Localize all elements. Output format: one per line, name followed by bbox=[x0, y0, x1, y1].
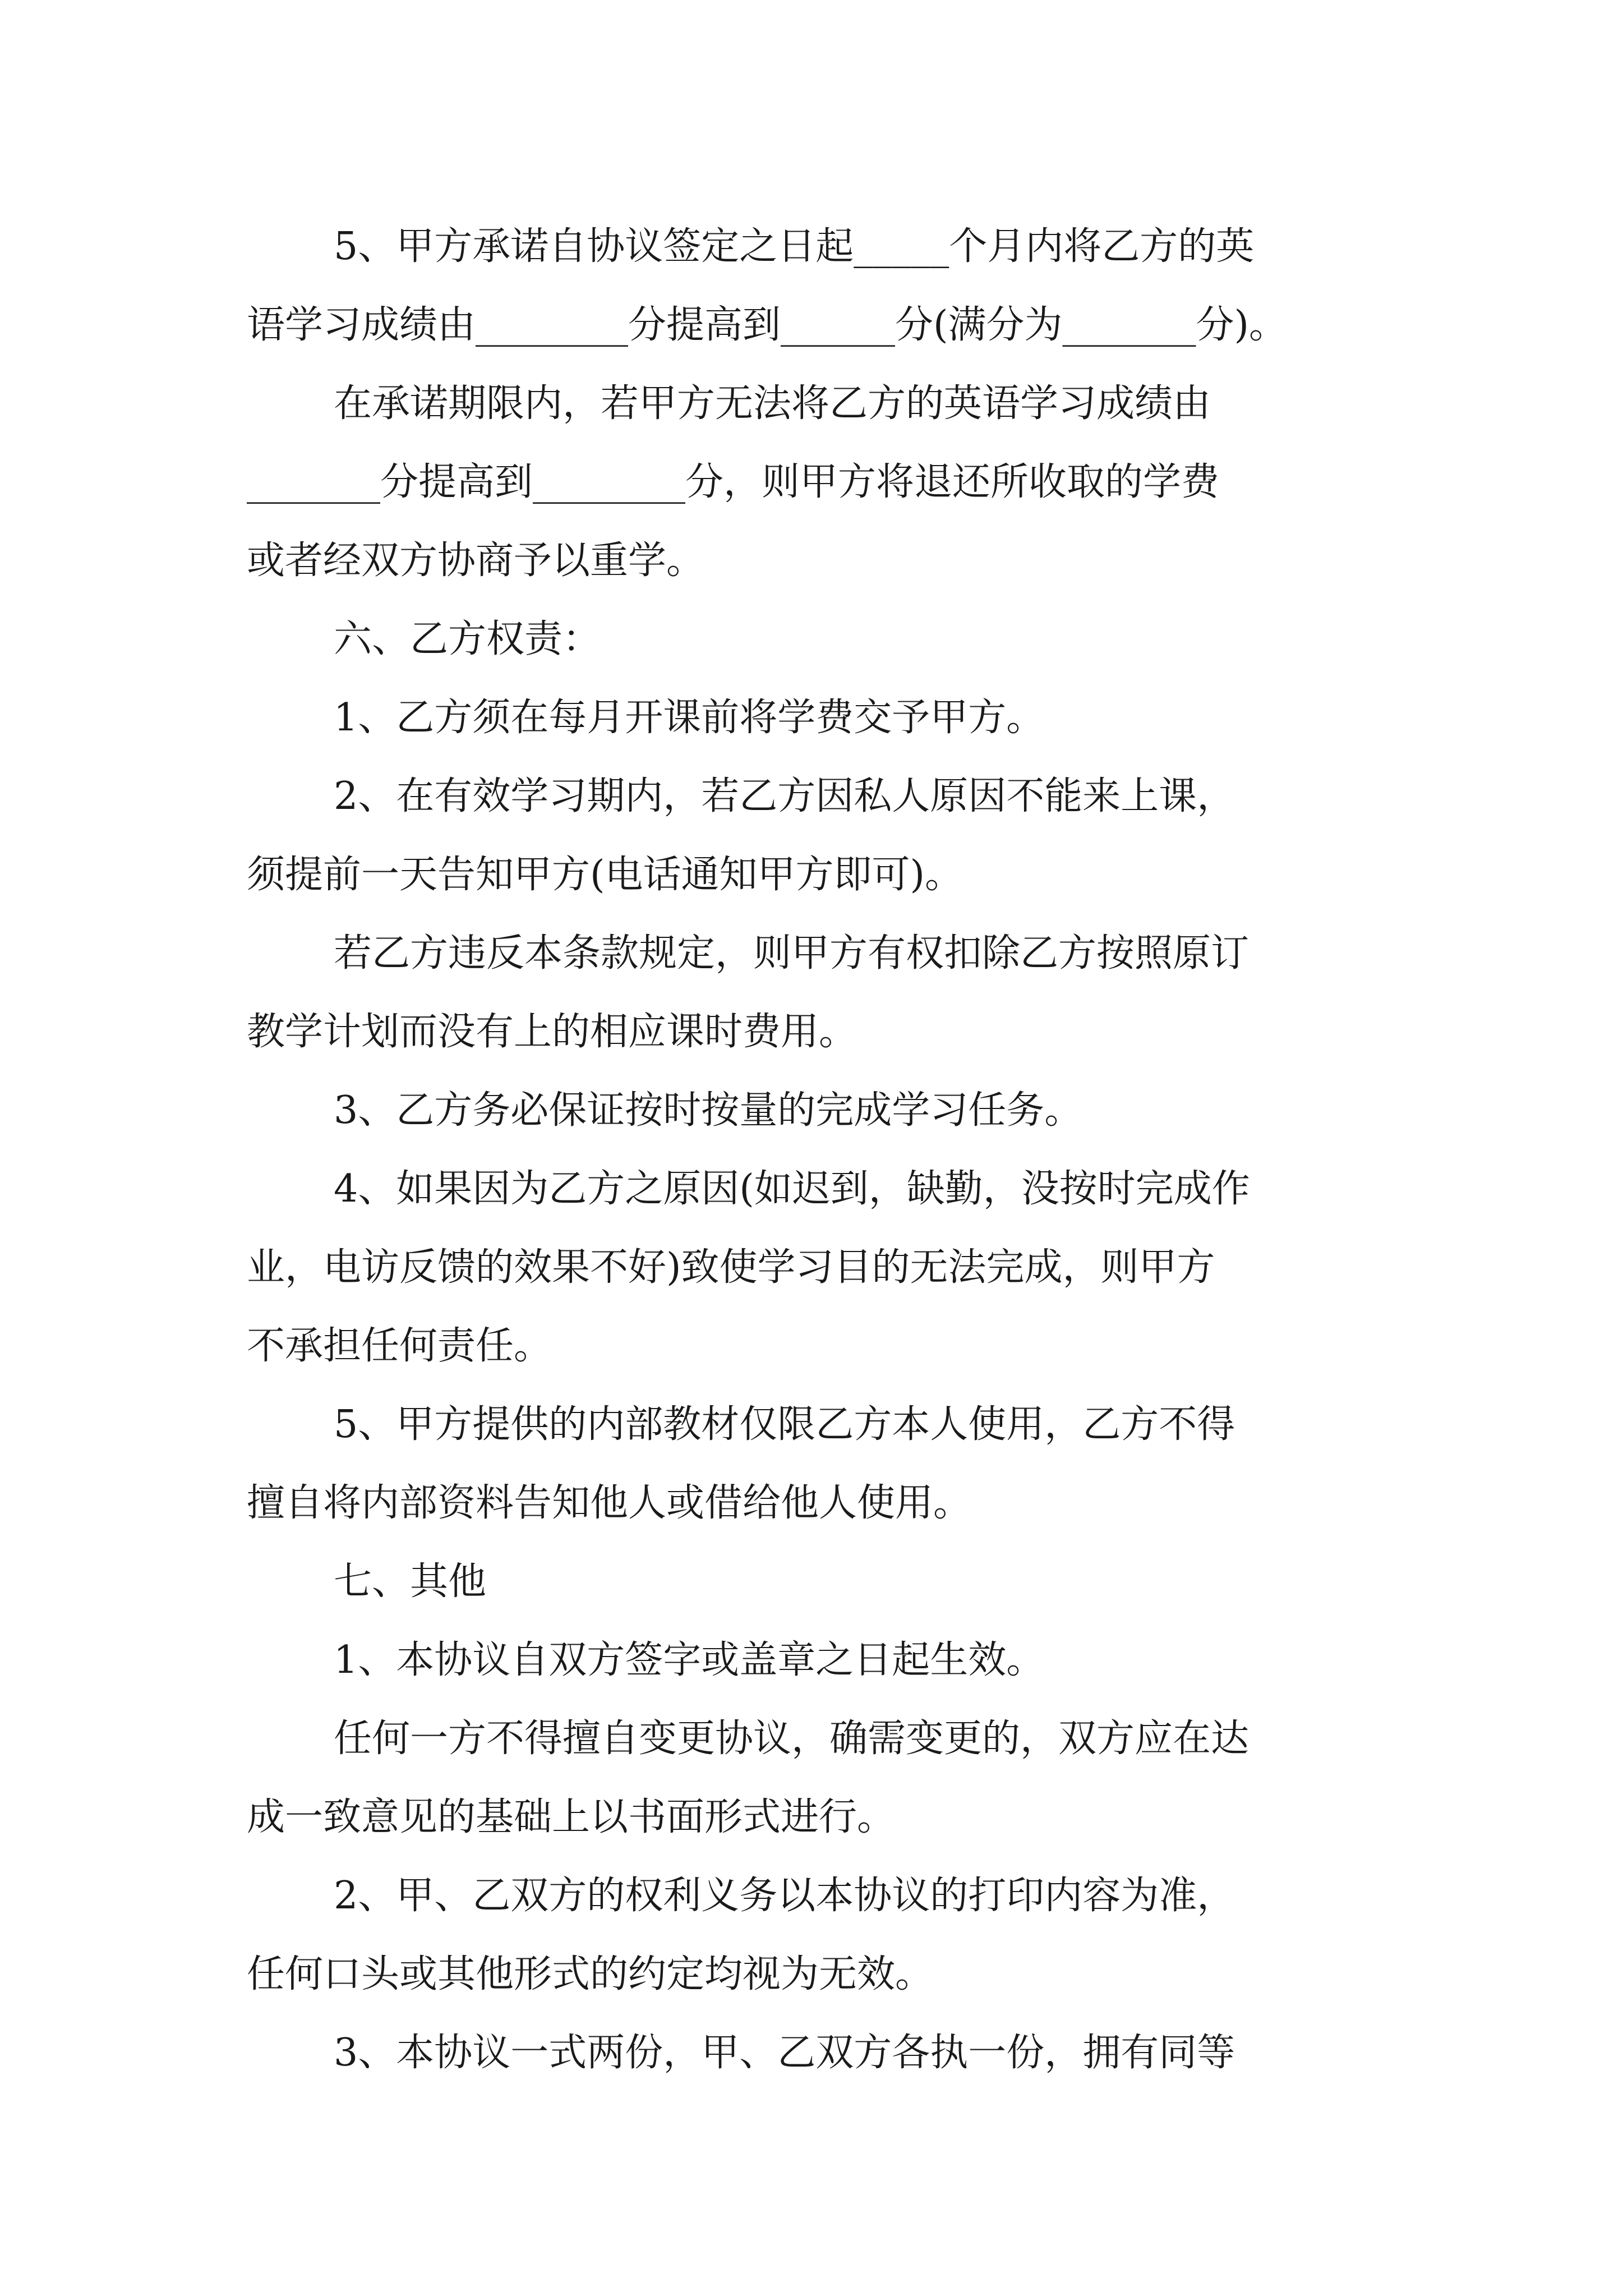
text-line: 语学习成绩由________分提高到______分(满分为_______分)。 bbox=[247, 303, 1288, 347]
text-line: 须提前一天告知甲方(电话通知甲方即可)。 bbox=[247, 853, 963, 897]
text-line: 教学计划而没有上的相应课时费用。 bbox=[247, 1010, 857, 1054]
text-line: 任何口头或其他形式的约定均视为无效。 bbox=[247, 1952, 934, 1996]
text-line: 2、在有效学习期内，若乙方因私人原因不能来上课， bbox=[334, 774, 1235, 818]
text-line: 1、本协议自双方签字或盖章之日起生效。 bbox=[334, 1638, 1045, 1682]
text-line: 或者经双方协商予以重学。 bbox=[247, 539, 705, 583]
section-heading: 七、其他 bbox=[334, 1559, 487, 1604]
text-line: 2、甲、乙双方的权利义务以本协议的打印内容为准， bbox=[334, 1874, 1235, 1918]
text-line: 5、甲方承诺自协议签定之日起_____个月内将乙方的英 bbox=[334, 224, 1255, 269]
text-line: _______分提高到________分，则甲方将退还所收取的学费 bbox=[247, 460, 1220, 504]
text-line: 不承担任何责任。 bbox=[247, 1324, 552, 1368]
text-line: 若乙方违反本条款规定，则甲方有权扣除乙方按照原订 bbox=[334, 931, 1249, 976]
text-line: 3、乙方务必保证按时按量的完成学习任务。 bbox=[334, 1088, 1083, 1133]
text-line: 5、甲方提供的内部教材仅限乙方本人使用，乙方不得 bbox=[334, 1402, 1235, 1447]
text-line: 成一致意见的基础上以书面形式进行。 bbox=[247, 1795, 896, 1839]
text-line: 在承诺期限内，若甲方无法将乙方的英语学习成绩由 bbox=[334, 381, 1211, 426]
text-line: 1、乙方须在每月开课前将学费交予甲方。 bbox=[334, 696, 1045, 740]
text-line: 擅自将内部资料告知他人或借给他人使用。 bbox=[247, 1481, 972, 1525]
text-line: 4、如果因为乙方之原因(如迟到，缺勤，没按时完成作 bbox=[334, 1167, 1250, 1211]
section-heading: 六、乙方权责： bbox=[334, 617, 601, 661]
text-line: 业，电访反馈的效果不好)致使学习目的无法完成，则甲方 bbox=[247, 1245, 1215, 1290]
text-line: 3、本协议一式两份，甲、乙双方各执一份，拥有同等 bbox=[334, 2031, 1235, 2075]
text-line: 任何一方不得擅自变更协议，确需变更的，双方应在达 bbox=[334, 1717, 1249, 1761]
